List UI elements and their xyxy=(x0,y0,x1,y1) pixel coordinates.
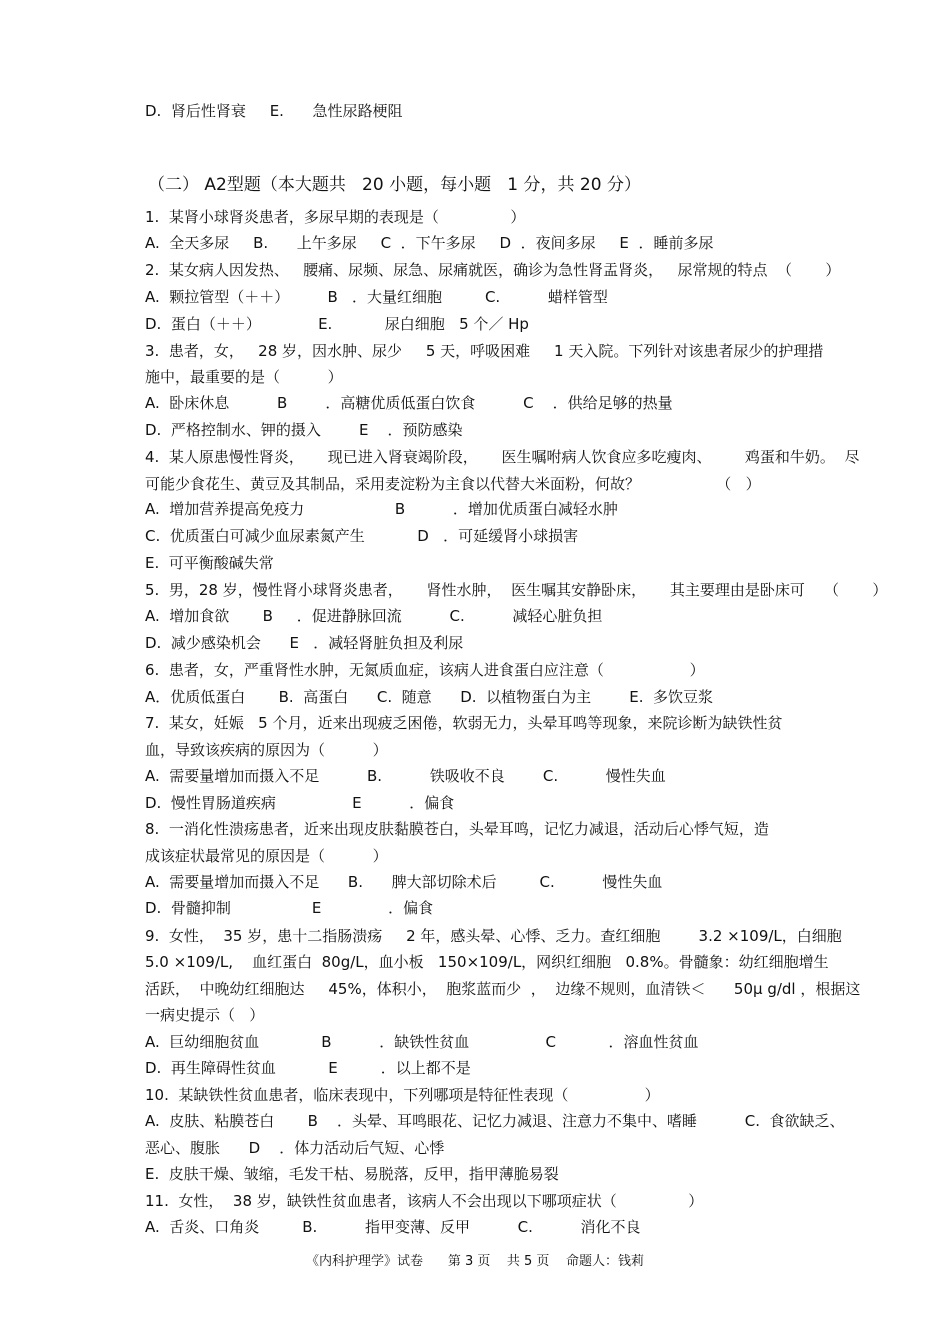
question-line: A. 巨幼细胞贫血 B ．缺铁性贫血 C ．溶血性贫血 xyxy=(145,1033,699,1051)
question-line: 活跃， 中晚幼红细胞达 45%，体积小， 胞浆蓝而少 ， 边缘不规则，血清铁＜ 50μ g/dl ，根据这 xyxy=(145,980,861,998)
question-line: D. 再生障碍性贫血 E ．以上都不是 xyxy=(145,1059,471,1077)
question-line: 4. 某人原患慢性肾炎， 现已进入肾衰竭阶段， 医生嘱咐病人饮食应多吃瘦肉、 鸡蛋和牛奶。 尽 xyxy=(145,448,860,466)
question-line: 恶心、腹胀 D ．体力活动后气短、心悸 xyxy=(145,1139,445,1157)
question-line: 血，导致该疾病的原因为（ ） xyxy=(145,741,388,759)
question-line: D. 蛋白（＋＋） E. 尿白细胞 5 个／ Hp xyxy=(145,315,529,333)
question-line: D. 严格控制水、钾的摄入 E ．预防感染 xyxy=(145,421,463,439)
question-line: 施中，最重要的是（ ） xyxy=(145,368,343,386)
question-line: 7. 某女，妊娠 5 个月，近来出现疲乏困倦，软弱无力，头晕耳鸣等现象，来院诊断为缺铁性贫 xyxy=(145,714,783,732)
question-line: D. 慢性胃肠道疾病 E ．偏食 xyxy=(145,794,455,812)
question-line: A．优质低蛋白 B. 高蛋白 C. 随意 D. 以植物蛋白为主 E. 多饮豆浆 xyxy=(145,688,714,706)
question-line: 5.0 ×109/L, 血红蛋白 80g/L，血小板 150×109/L，网织红细胞 0.8%。骨髓象：幼红细胞增生 xyxy=(145,953,829,971)
question-line: 成该症状最常见的原因是（ ） xyxy=(145,847,388,865)
question-line: 一病史提示（ ） xyxy=(145,1006,265,1024)
question-line: 1. 某肾小球肾炎患者，多尿早期的表现是（ ） xyxy=(145,208,526,226)
question-line: A. 需要量增加而摄入不足 B. 铁吸收不良 C. 慢性失血 xyxy=(145,767,666,785)
question-line: 9. 女性， 35 岁，患十二指肠溃疡 2 年，感头晕、心悸、乏力。查红细胞 3.2 ×109/L，白细胞 xyxy=(145,927,842,945)
question-line: 可能少食花生、黄豆及其制品，采用麦淀粉为主食以代替大米面粉，何故？ （ ） xyxy=(145,475,761,493)
question-line: E. 皮肤干燥、皱缩，毛发干枯、易脱落，反甲，指甲薄脆易裂 xyxy=(145,1165,559,1183)
section-title: （二） A2型题（本大题共 20 小题，每小题 1 分，共 20 分） xyxy=(148,175,641,195)
page-footer: 《内科护理学》试卷 第 3 页 共 5 页 命题人：钱莉 xyxy=(306,1254,644,1269)
question-line: A. 皮肤、粘膜苍白 B ．头晕、耳鸣眼花、记忆力减退、注意力不集中、嗜睡 C. 食欲缺乏、 xyxy=(145,1112,845,1130)
question-line: D. 减少感染机会 E ．减轻肾脏负担及利尿 xyxy=(145,634,464,652)
question-option-line: D. 肾后性肾衰 E. 急性尿路梗阻 xyxy=(145,102,403,120)
question-line: A. 增加营养提高免疫力 B ．增加优质蛋白减轻水肿 xyxy=(145,500,618,518)
question-line: A. 卧床休息 B ．高糖优质低蛋白饮食 C ．供给足够的热量 xyxy=(145,394,673,412)
question-line: A. 需要量增加而摄入不足 B. 脾大部切除术后 C. 慢性失血 xyxy=(145,873,663,891)
question-line: C. 优质蛋白可减少血尿素氮产生 D ．可延缓肾小球损害 xyxy=(145,527,579,545)
question-line: A. 全天多尿 B. 上午多尿 C ．下午多尿 D ．夜间多尿 E ．睡前多尿 xyxy=(145,234,714,252)
question-line: A. 增加食欲 B ．促进静脉回流 C. 减轻心脏负担 xyxy=(145,607,603,625)
question-line: D. 骨髓抑制 E ．偏食 xyxy=(145,899,434,917)
question-line: 2. 某女病人因发热、 腰痛、尿频、尿急、尿痛就医，确诊为急性肾盂肾炎， 尿常规的特点 （ ） xyxy=(145,261,841,279)
question-line: A. 颗拉管型（＋＋） B ．大量红细胞 C. 蜡样管型 xyxy=(145,288,608,306)
question-line: 3. 患者，女， 28 岁，因水肿、尿少 5 天，呼吸困难 1 天入院。下列针对该患者尿少的护理措 xyxy=(145,342,824,360)
question-line: 11. 女性， 38 岁，缺铁性贫血患者，该病人不会出现以下哪项症状（ ） xyxy=(145,1192,704,1210)
question-line: A. 舌炎、口角炎 B. 指甲变薄、反甲 C. 消化不良 xyxy=(145,1218,641,1236)
question-line: 10. 某缺铁性贫血患者，临床表现中，下列哪项是特征性表现（ ） xyxy=(145,1086,660,1104)
question-line: 5. 男，28 岁，慢性肾小球肾炎患者， 肾性水肿， 医生嘱其安静卧床， 其主要理由是卧床可 （ ） xyxy=(145,581,888,599)
question-line: 8. 一消化性溃疡患者，近来出现皮肤黏膜苍白，头晕耳鸣，记忆力减退，活动后心悸气短，造 xyxy=(145,820,769,838)
question-line: E. 可平衡酸碱失常 xyxy=(145,554,274,572)
question-line: 6. 患者，女，严重肾性水肿，无氮质血症，该病人进食蛋白应注意（ ） xyxy=(145,661,705,679)
